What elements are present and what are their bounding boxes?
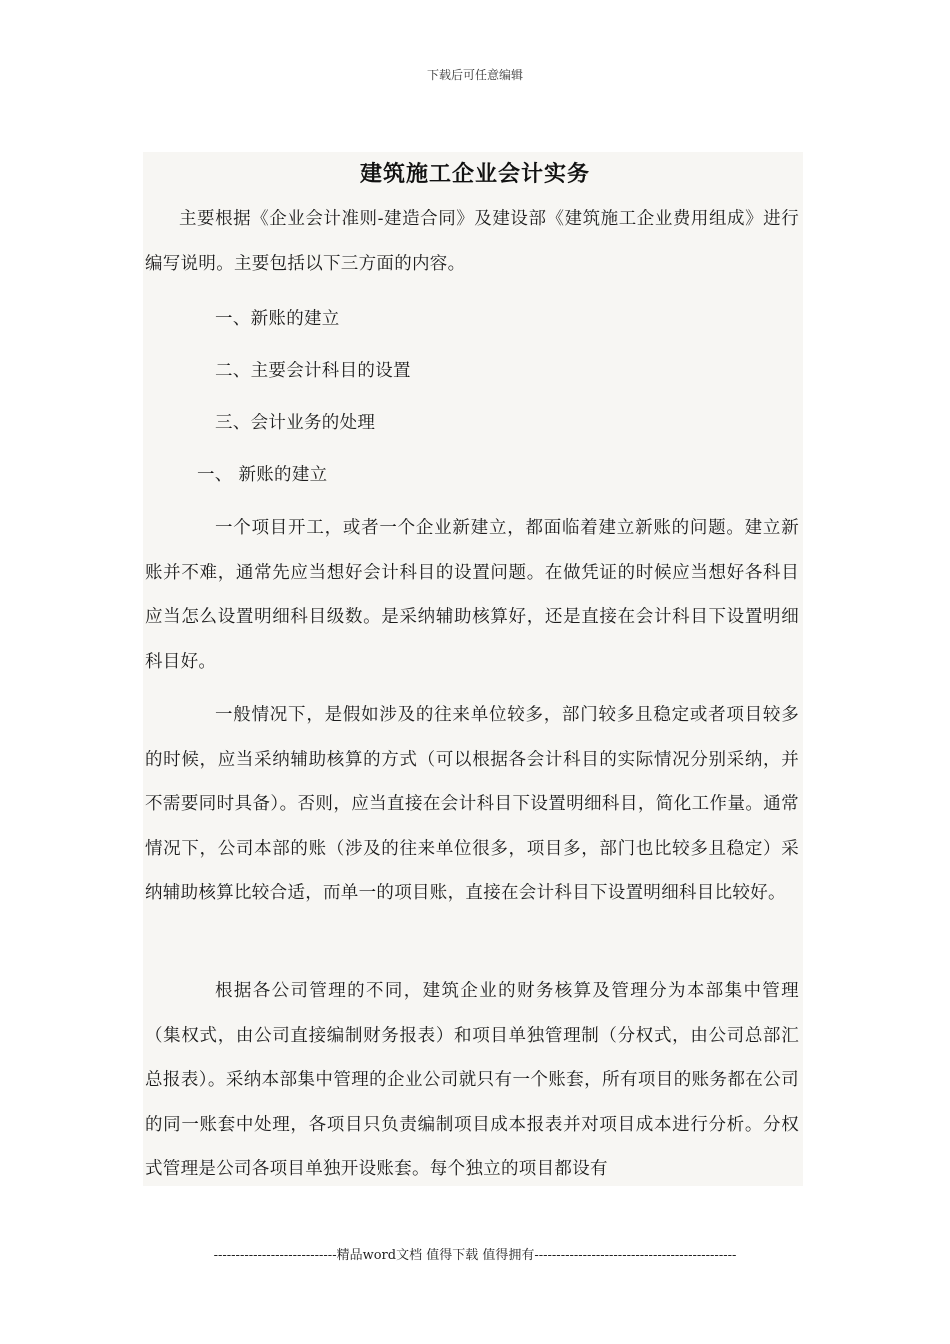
outline-item-3: 三、会计业务的处理 (215, 413, 376, 433)
body-paragraph-1: 一个项目开工，或者一个企业新建立，都面临着建立新账的问题。建立新账并不难，通常先应当想好会计科目的设置问题。在做凭证的时候应当想好各科目应当怎么设置明细科目级数。是采纳辅助核算好，还是直接在会计科目下设置明细科目好。 (145, 518, 799, 672)
intro-paragraph: 主要根据《企业会计准则-建造合同》及建设部《建筑施工企业费用组成》进行编写说明。主要包括以下三方面的内容。 (145, 209, 799, 274)
page-header-note: 下载后可任意编辑 (426, 68, 523, 82)
outline-item-2: 二、主要会计科目的设置 (215, 361, 411, 381)
page-footer-note: ----------------------------精品word文档 值得下载 值得拥有---------------------------------------------- (213, 1248, 737, 1263)
body-paragraph-3: 根据各公司管理的不同，建筑企业的财务核算及管理分为本部集中管理（集权式，由公司直接编制财务报表）和项目单独管理制（分权式，由公司总部汇总报表）。采纳本部集中管理的企业公司就只有一个账套，所有项目的账务都在公司的同一账套中处理，各项目只负责编制项目成本报表并对项目成本进行分析。分权式管理是公司各项目单独开设账套。每个独立的项目都设有 (145, 981, 799, 1179)
outline-item-1: 一、新账的建立 (215, 309, 340, 329)
body-paragraph-2: 一般情况下，是假如涉及的往来单位较多，部门较多且稳定或者项目较多的时候，应当采纳辅助核算的方式（可以根据各会计科目的实际情况分别采纳，并不需要同时具备）。否则，应当直接在会计科目下设置明细科目，简化工作量。通常情况下，公司本部的账（涉及的往来单位很多，项目多，部门也比较多且稳定）采纳辅助核算比较合适，而单一的项目账，直接在会计科目下设置明细科目比较好。 (145, 705, 799, 903)
section-heading: 一、 新账的建立 (197, 465, 328, 485)
document-title: 建筑施工企业会计实务 (359, 161, 590, 187)
